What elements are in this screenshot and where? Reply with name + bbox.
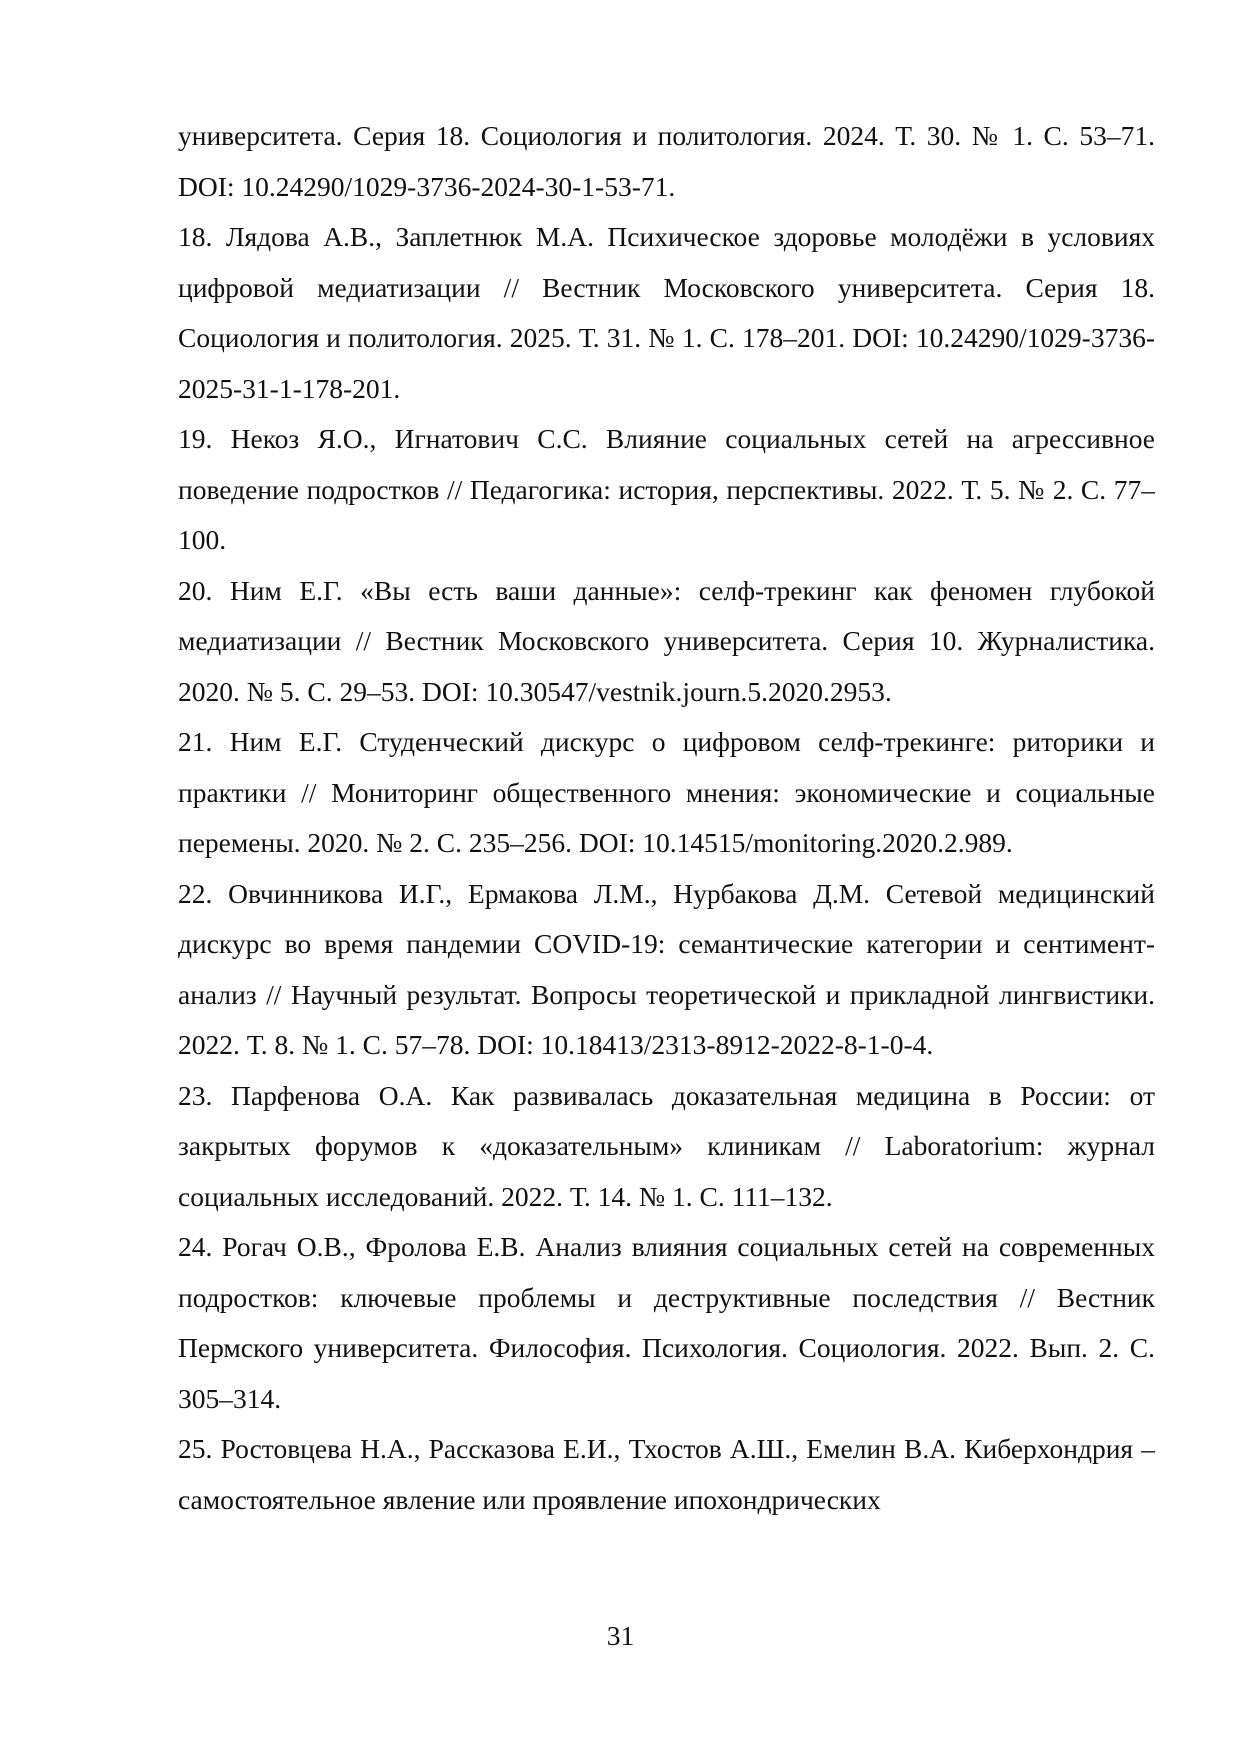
reference-item-20: 20. Ним Е.Г. «Вы есть ваши данные»: селф-трекинг как феномен глубокой медиатизации // Вестник Московского университета. Серия 10. Журналистика. 2020. № 5. С. 29–53. DOI: 10.30547/vestnik.journ.5.2020.2953.: [178, 574, 1155, 707]
reference-item-17-continued: университета. Серия 18. Социология и политология. 2024. Т. 30. № 1. С. 53–71. DOI: 10.24290/1029-3736-2024-30-1-53-71.: [178, 120, 1155, 202]
reference-item-21: 21. Ним Е.Г. Студенческий дискурс о цифровом селф-трекинге: риторики и практики // Мониторинг общественного мнения: экономические и социальные перемены. 2020. № 2. С. 235–256. DOI: 10.14515/monitoring.2020.2.989.: [178, 726, 1155, 858]
reference-list: [178, 111, 1155, 1525]
reference-item-23: 23. Парфенова О.А. Как развивалась доказательная медицина в России: от закрытых форумов к «доказательным» клиникам // Laboratorium: журнал социальных исследований. 2022. Т. 14. № 1. С. 111–132.: [178, 1079, 1155, 1212]
page-number: 31: [606, 1620, 635, 1651]
reference-item-25: 25. Ростовцева Н.А., Рассказова Е.И., Тхостов А.Ш., Емелин В.А. Киберхондрия – самостоятельное явление или проявление ипохондрических: [178, 1433, 1155, 1515]
reference-item-22: 22. Овчинникова И.Г., Ермакова Л.М., Нурбакова Д.М. Сетевой медицинский дискурс во время пандемии COVID-19: семантические категории и сентимент-анализ // Научный результат. Вопросы теоретической и прикладной лингвистики. 2022. Т. 8. № 1. С. 57–78. DOI: 10.18413/2313-8912-2022-8-1-0-4.: [178, 877, 1155, 1060]
reference-item-18: 18. Лядова А.В., Заплетнюк М.А. Психическое здоровье молодёжи в условиях цифровой медиатизации // Вестник Московского университета. Серия 18. Социология и политология. 2025. Т. 31. № 1. С. 178–201. DOI: 10.24290/1029-3736-2025-31-1-178-201.: [178, 221, 1155, 404]
reference-item-19: 19. Некоз Я.О., Игнатович С.С. Влияние социальных сетей на агрессивное поведение подростков // Педагогика: история, перспективы. 2022. Т. 5. № 2. С. 77–100.: [178, 423, 1155, 555]
reference-item-24: 24. Рогач О.В., Фролова Е.В. Анализ влияния социальных сетей на современных подростков: ключевые проблемы и деструктивные последствия // Вестник Пермского университета. Философия. Психология. Социология. 2022. Вып. 2. С. 305–314.: [178, 1231, 1155, 1414]
